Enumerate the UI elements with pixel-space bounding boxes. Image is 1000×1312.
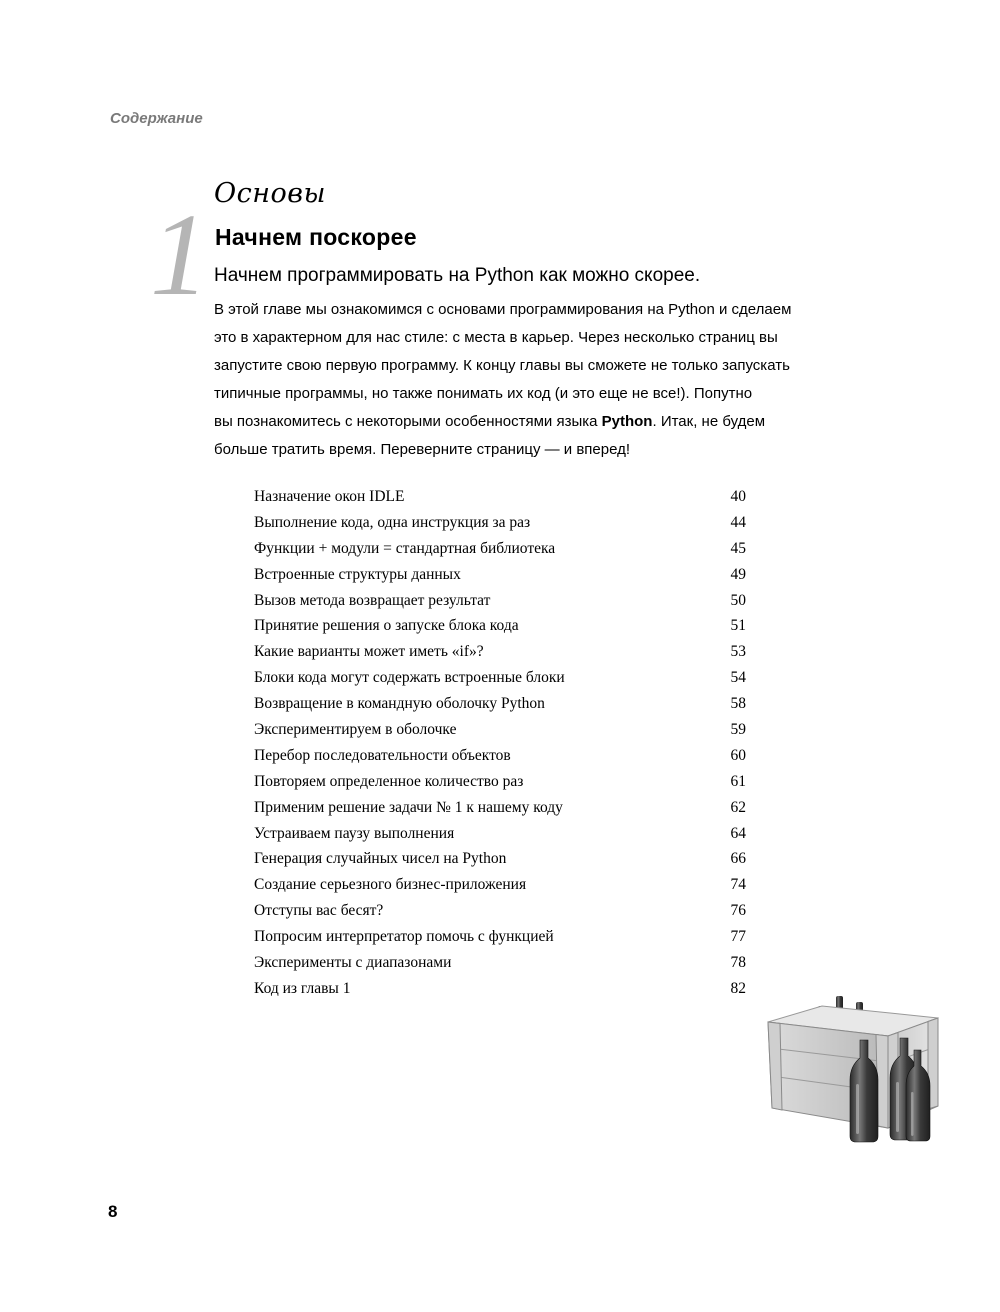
toc-entry bbox=[254, 846, 746, 872]
toc-entry-page: 77 bbox=[730, 928, 746, 946]
toc-entry-title: Какие варианты может иметь «if»? bbox=[254, 643, 484, 661]
toc-entry-page: 49 bbox=[730, 565, 746, 583]
toc-entry-title: Повторяем определенное количество раз bbox=[254, 772, 524, 790]
toc-entry-title: Вызов метода возвращает результат bbox=[254, 591, 491, 609]
toc-entry-title: Выполнение кода, одна инструкция за раз bbox=[254, 513, 531, 531]
toc-entry-title: Отступы вас бесят? bbox=[254, 902, 384, 920]
toc-entry-title: Функции + модули = стандартная библиотека bbox=[254, 539, 556, 557]
intro-text: вы познакомитесь с некоторыми особенностями языка bbox=[214, 413, 602, 430]
intro-line: типичные программы, но также понимать их код (и это еще не все!). Попутно bbox=[214, 385, 753, 402]
intro-line: это в характерном для нас стиле: с места в карьер. Через несколько страниц вы bbox=[214, 329, 778, 346]
toc-entry-title: Код из главы 1 bbox=[254, 979, 351, 997]
toc-entry bbox=[254, 976, 746, 1002]
running-head: Содержание bbox=[110, 110, 203, 127]
toc-entry-page: 82 bbox=[730, 979, 746, 997]
intro-line bbox=[214, 408, 854, 436]
toc-entry-page: 40 bbox=[730, 488, 746, 505]
toc-entry bbox=[254, 950, 746, 976]
table-of-contents bbox=[254, 484, 746, 1002]
toc-entry-page: 54 bbox=[730, 669, 746, 687]
toc-entry bbox=[254, 769, 746, 795]
toc-entry-page: 59 bbox=[730, 721, 746, 739]
chapter-number: 1 bbox=[150, 189, 209, 320]
toc-entry bbox=[254, 562, 746, 588]
chapter-title: Начнем поскорее bbox=[215, 224, 417, 250]
toc-entry-page: 44 bbox=[730, 513, 746, 531]
toc-entry-title: Устраиваем паузу выполнения bbox=[254, 824, 455, 842]
toc-entry bbox=[254, 639, 746, 665]
toc-entry bbox=[254, 613, 746, 639]
toc-entry-page: 61 bbox=[730, 772, 746, 790]
toc-entry bbox=[254, 588, 746, 614]
part-title: Основы bbox=[214, 178, 327, 209]
intro-line: больше тратить время. Переверните страницу — и вперед! bbox=[214, 441, 631, 458]
toc-entry-page: 50 bbox=[730, 591, 746, 609]
toc-entry-title: Блоки кода могут содержать встроенные блоки bbox=[254, 669, 565, 687]
toc-entry-title: Принятие решения о запуске блока кода bbox=[254, 617, 519, 635]
toc-entry bbox=[254, 717, 746, 743]
chapter-subtitle: Начнем программировать на Python как можно скорее. bbox=[214, 265, 701, 286]
toc-entry-title: Встроенные структуры данных bbox=[254, 565, 461, 583]
toc-entry bbox=[254, 924, 746, 950]
toc-entry-page: 58 bbox=[730, 695, 746, 713]
toc-entry bbox=[254, 872, 746, 898]
toc-entry bbox=[254, 691, 746, 717]
toc-entry-title: Попросим интерпретатор помочь с функцией bbox=[254, 928, 554, 946]
intro-line: запустите свою первую программу. К концу главы вы сможете не только запускать bbox=[214, 357, 790, 374]
toc-entry-page: 74 bbox=[730, 876, 746, 894]
chapter-intro bbox=[214, 296, 854, 464]
toc-entry bbox=[254, 484, 746, 510]
toc-entry-title: Эксперименты с диапазонами bbox=[254, 954, 452, 972]
toc-entry-title: Возвращение в командную оболочку Python bbox=[254, 695, 545, 713]
toc-entry bbox=[254, 665, 746, 691]
toc-entry-title: Применим решение задачи № 1 к нашему коду bbox=[254, 798, 563, 816]
toc-entry bbox=[254, 743, 746, 769]
toc-entry-page: 45 bbox=[730, 539, 746, 557]
toc-entry bbox=[254, 898, 746, 924]
toc-entry-page: 51 bbox=[730, 617, 746, 635]
bottle-crate-icon bbox=[760, 988, 950, 1153]
toc-entry-page: 60 bbox=[730, 746, 746, 764]
intro-text: . Итак, не будем bbox=[652, 413, 766, 430]
toc-entry-page: 53 bbox=[730, 643, 746, 661]
toc-entry-title: Назначение окон IDLE bbox=[254, 488, 405, 505]
intro-emphasis: Python bbox=[601, 413, 653, 430]
toc-entry-title: Создание серьезного бизнес-приложения bbox=[254, 876, 527, 894]
toc-entry bbox=[254, 795, 746, 821]
intro-line: В этой главе мы ознакомимся с основами программирования на Python и сделаем bbox=[214, 301, 792, 318]
toc-entry-page: 62 bbox=[730, 798, 746, 816]
toc-entry bbox=[254, 510, 746, 536]
toc-entry-page: 76 bbox=[730, 902, 746, 920]
toc-entry-page: 64 bbox=[730, 824, 746, 842]
toc-entry bbox=[254, 821, 746, 847]
toc-entry-title: Генерация случайных чисел на Python bbox=[254, 850, 507, 868]
toc-entry-page: 78 bbox=[730, 954, 746, 972]
page-number: 8 bbox=[108, 1202, 118, 1221]
toc-entry-title: Перебор последовательности объектов bbox=[254, 746, 511, 764]
toc-entry bbox=[254, 536, 746, 562]
toc-entry-page: 66 bbox=[730, 850, 746, 868]
toc-entry-title: Экспериментируем в оболочке bbox=[254, 721, 457, 739]
